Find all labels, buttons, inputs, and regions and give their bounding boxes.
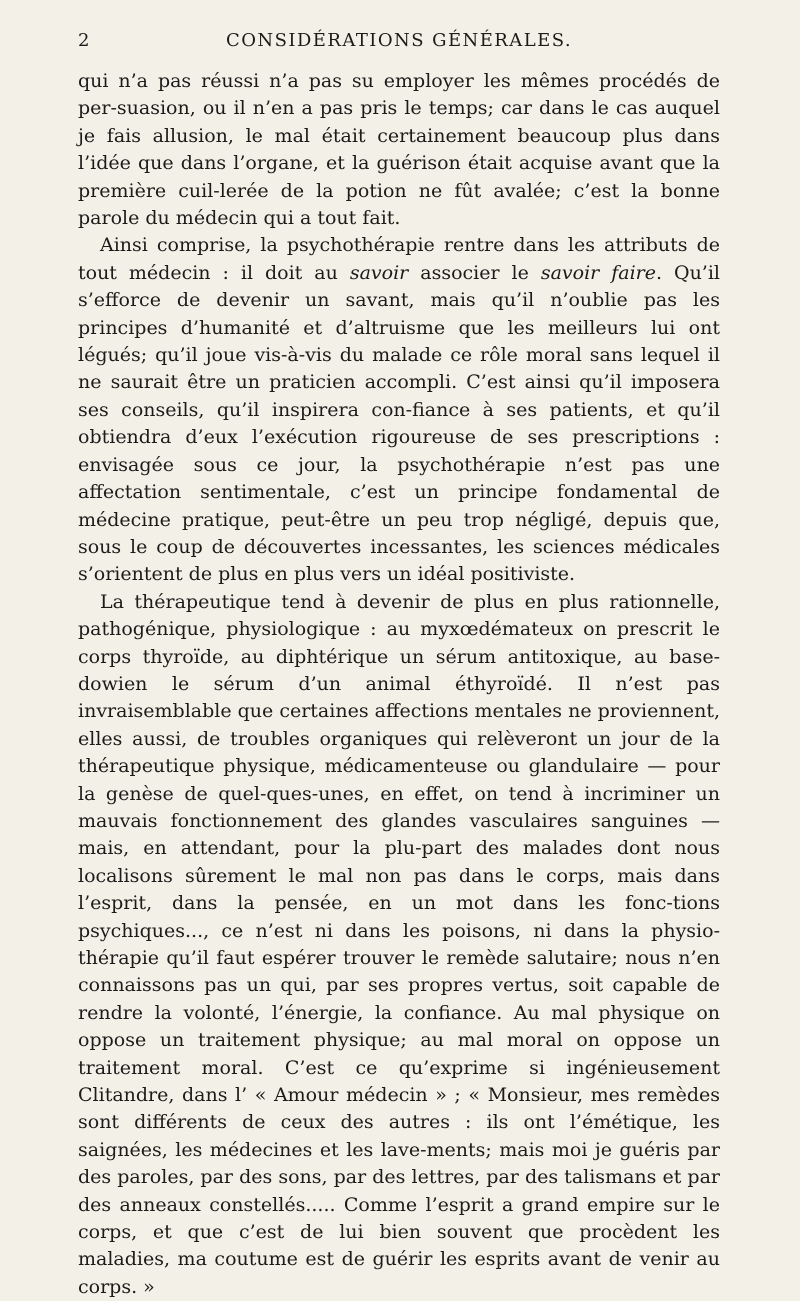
paragraph-2 [78, 232, 720, 588]
paragraph-2-part-3: . Qu’il s’efforce de devenir un savant, mais qu’il n’oublie pas les principes d’humanité et d’altruisme que les meilleurs lui ont légués; qu’il joue vis-à-vis du malade ce rôle moral sans lequel il ne saurait être un praticien accompli. C’est ainsi qu’il imposera ses conseils, qu’il inspirera con-fiance à ses patients, et qu’il obtiendra d’eux l’exécution rigoureuse de ses prescriptions : envisagée sous ce jour, la psychothérapie n’est pas une affectation sentimentale, c’est un principe fondamental de médecine pratique, peut-être un peu trop négligé, depuis que, sous le coup de découvertes incessantes, les sciences médicales s’orientent de plus en plus vers un idéal positiviste. [78, 261, 721, 586]
paragraph-2-part-1: Ainsi comprise, la psychothérapie rentre dans les attributs de tout médecin : il doit au [78, 234, 720, 284]
page-header [78, 30, 720, 54]
savoir-italic: savoir [349, 261, 409, 284]
body-text [78, 68, 720, 1301]
running-title: CONSIDÉRATIONS GÉNÉRALES. [226, 30, 572, 51]
paragraph-2-part-2: associer le [408, 261, 541, 284]
page-number: 2 [78, 30, 90, 51]
paragraph-1: qui n’a pas réussi n’a pas su employer les mêmes procédés de per-suasion, ou il n’en a pas pris le temps; car dans le cas auquel je fais allusion, le mal était certainement beaucoup plus dans l’idée que dans l’organe, et la guérison était acquise avant que la première cuil-lerée de la potion ne fût avalée; c’est la bonne parole du médecin qui a tout fait. [78, 70, 720, 230]
paragraph-3: La thérapeutique tend à devenir de plus en plus rationnelle, pathogénique, physiologique : au myxœdémateux on prescrit le corps thyroïde, au diphtérique un sérum antitoxique, au base-dowien le sérum d’un animal éthyroïdé. Il n’est pas invraisemblable que certaines affections mentales ne proviennent, elles aussi, de troubles organiques qui relèveront un jour de la thérapeutique physique, médicamenteuse ou glandulaire — pour la genèse de quel-ques-unes, en effet, on tend à incriminer un mauvais fonctionnement des glandes vasculaires sanguines — mais, en attendant, pour la plu-part des malades dont nous localisons sûrement le mal non pas dans le corps, mais dans l’esprit, dans la pensée, en un mot dans les fonc-tions psychiques..., ce n’est ni dans les poisons, ni dans la physio-thérapie qu’il faut espérer trouver le remède salutaire; nous n’en connaissons pas un qui, par ses propres vertus, soit capable de rendre la volonté, l’énergie, la confiance. Au mal physique on oppose un traitement physique; au mal moral on oppose un traitement moral. C’est ce qu’exprime si ingénieusement Clitandre, dans l’ « Amour médecin » ; « Monsieur, mes remèdes sont différents de ceux des autres : ils ont l’émétique, les saignées, les médecines et les lave-ments; mais moi je guéris par des paroles, par des sons, par des lettres, par des talismans et par des anneaux constellés..... Comme l’esprit a grand empire sur le corps, et que c’est de lui bien souvent que procèdent les maladies, ma coutume est de guérir les esprits avant de venir au corps. » [78, 590, 720, 1298]
savoir-faire-italic: savoir faire [540, 261, 656, 284]
